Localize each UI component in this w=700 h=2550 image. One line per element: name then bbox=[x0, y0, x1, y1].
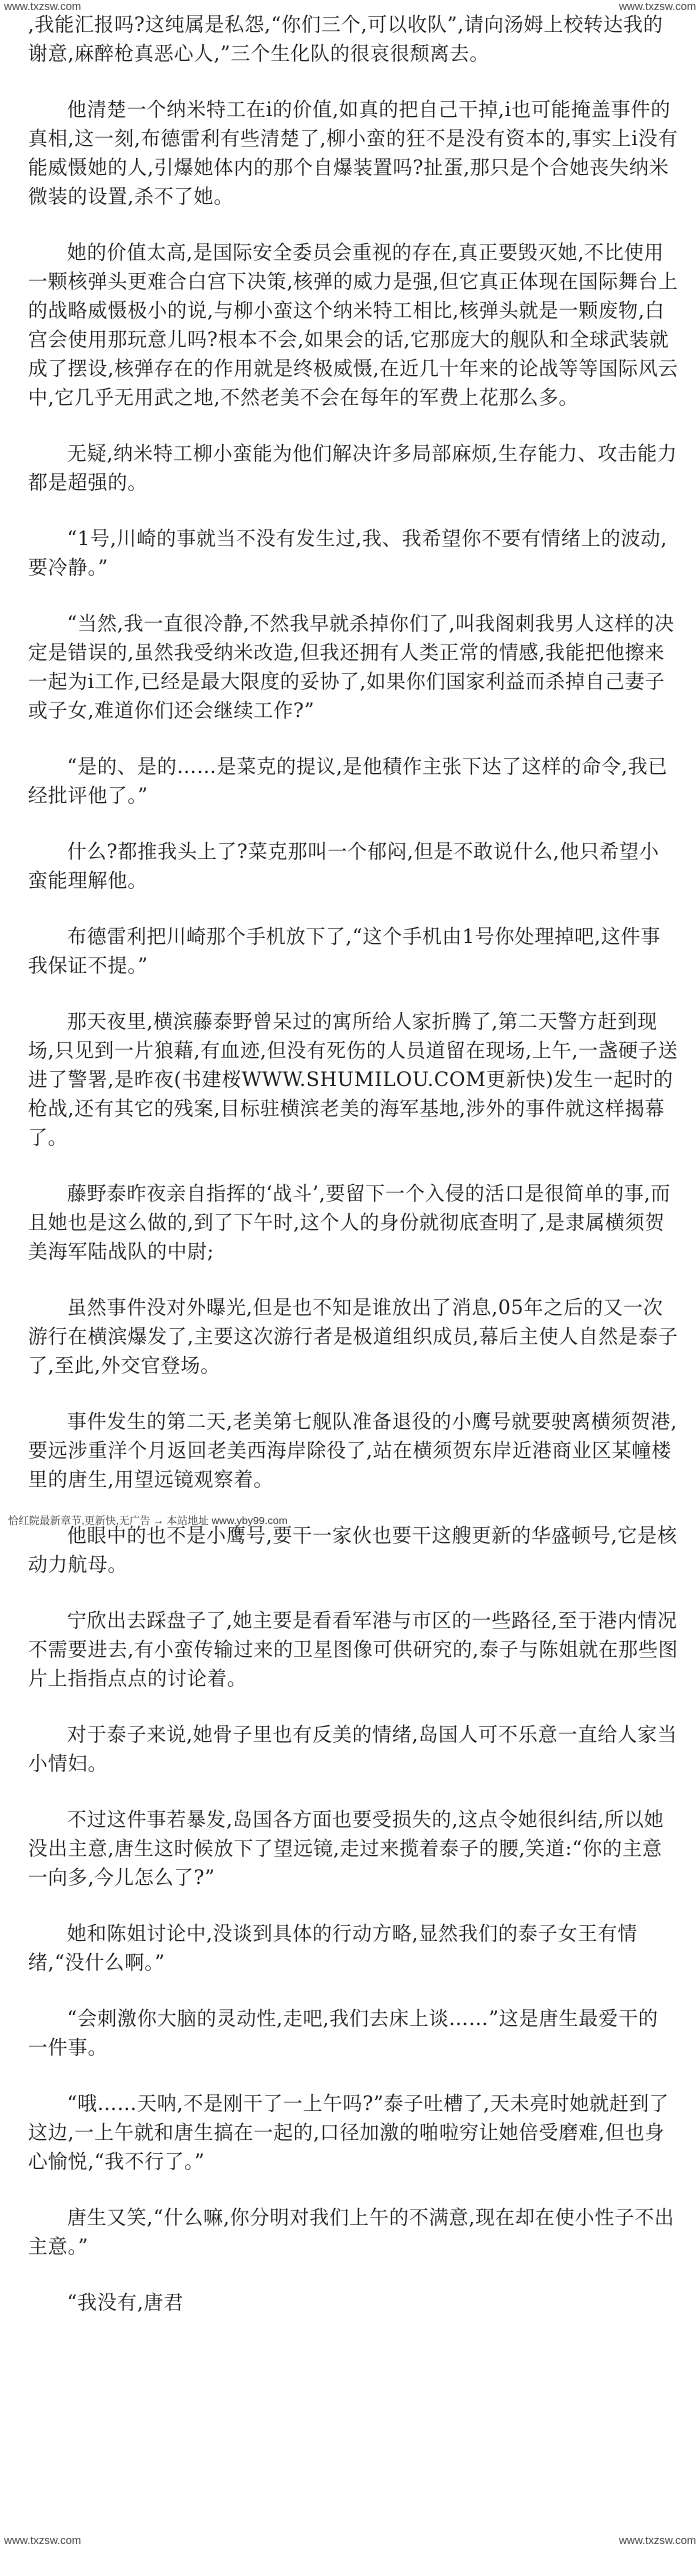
top-watermark-left: www.txzsw.com bbox=[4, 1, 82, 13]
paragraph-7: “是的、是的……是菜克的提议,是他積作主张下达了这样的命令,我已经批评他了。” bbox=[28, 755, 668, 807]
paragraph-6: “当然,我一直很冷静,不然我早就杀掉你们了,叫我阁刺我男人这样的决定是错误的,虽然我受纳米改造,但我还拥有人类正常的情感,我能把他擦来一起为i工作,已经是最大限度的妥协了,如果你们国家利益而杀掉自己妻子或子女,难道你们还会继续工作?” bbox=[28, 612, 675, 722]
paragraph-8: 什么?都推我头上了?菜克那叫一个郁闷,但是不敢说什么,他只希望小蛮能理解他。 bbox=[28, 840, 660, 892]
site-ad-line[interactable]: 恰红院最新章节,更新快,无广告 → 本站地址 www.yby99.com bbox=[8, 1515, 288, 1527]
paragraph-13: 事件发生的第二天,老美第七舰队准备退役的小鹰号就要驶离横须贺港,要远涉重洋个月返回老美西海岸除役了,站在横须贺东岸近港商业区某幢楼里的唐生,用望远镜观察着。 bbox=[28, 1410, 678, 1491]
paragraph-12: 虽然事件没对外曝光,但是也不知是谁放出了消息,05年之后的又一次游行在横滨爆发了,主要这次游行者是极道组织成员,幕后主使人自然是泰子了,至此,外交官登场。 bbox=[28, 1296, 678, 1377]
paragraph-14: 他眼中的也不是小鹰号,要干一家伙也要干这艘更新的华盛顿号,它是核动力航母。 bbox=[28, 1524, 678, 1576]
paragraph-15: 宁欣出去踩盘子了,她主要是看看军港与市区的一些路径,至于港内情况不需要进去,有小蛮传输过来的卫星图像可供研究的,泰子与陈姐就在那些图片上指指点点的讨论着。 bbox=[28, 1609, 678, 1690]
paragraph-3: 她的价值太高,是国际安全委员会重视的存在,真正要毁灭她,不比使用一颗核弹头更难合白宫下决策,核弹的威力是强,但它真正体现在国际舞台上的战略威慑极小的说,与柳小蛮这个纳米特工相比,核弹头就是一颗废物,白宫会使用那玩意儿吗?根本不会,如果会的话,它那庞大的舰队和全球武装就成了摆设,核弹存在的作用就是终极威慑,在近几十年来的论战等等国际风云中,它几乎无用武之地,不然老美不会在每年的军费上花那么多。 bbox=[28, 241, 678, 409]
paragraph-17: 不过这件事若暴发,岛国各方面也要受损失的,这点令她很纠结,所以她没出主意,唐生这时候放下了望远镜,走过来揽着泰子的腰,笑道:“你的主意一向多,今儿怎么了?” bbox=[28, 1808, 664, 1889]
top-watermark-right: www.txzsw.com bbox=[618, 1, 696, 13]
paragraph-16: 对于泰子来说,她骨子里也有反美的情绪,岛国人可不乐意一直给人家当小情妇。 bbox=[28, 1723, 678, 1775]
paragraph-4: 无疑,纳米特工柳小蛮能为他们解决许多局部麻烦,生存能力、攻击能力都是超强的。 bbox=[28, 442, 678, 494]
paragraph-18: 她和陈姐讨论中,没谈到具体的行动方略,显然我们的泰子女王有情绪,“没什么啊。” bbox=[28, 1922, 638, 1974]
bottom-watermark-left: www.txzsw.com bbox=[4, 2535, 82, 2547]
bottom-watermark-right: www.txzsw.com bbox=[618, 2535, 696, 2547]
paragraph-1: ,我能汇报吗?这纯属是私怨,“你们三个,可以收队”,请向汤姆上校转达我的谢意,麻醉枪真恶心人,”三个生化队的很哀很颓离去。 bbox=[28, 13, 664, 65]
paragraph-19: “会刺激你大脑的灵动性,走吧,我们去床上谈……”这是唐生最爱干的一件事。 bbox=[28, 2007, 659, 2059]
chapter-body bbox=[28, 10, 678, 2344]
paragraph-5: “1号,川崎的事就当不没有发生过,我、我希望你不要有情绪上的波动,要冷静。” bbox=[28, 527, 668, 579]
paragraph-22: “我没有,唐君 bbox=[67, 2291, 184, 2314]
paragraph-21: 唐生又笑,“什么嘛,你分明对我们上午的不满意,现在却在使小性子不出主意。” bbox=[28, 2206, 675, 2258]
bottom-watermark-bar bbox=[0, 2534, 700, 2550]
paragraph-10: 那天夜里,横滨藤泰野曾呆过的寓所给人家折腾了,第二天警方赶到现场,只见到一片狼藉,有血迹,但没有死伤的人员道留在现场,上午,一盏硬子送进了警署,是昨夜(书建桜WWW.SHUMILOU.COM更新快)发生一起时的枪战,还有其它的残案,目标驻横滨老美的海军基地,涉外的事件就这样揭幕了。 bbox=[28, 1010, 678, 1149]
paragraph-20: “哦……天呐,不是刚干了一上午吗?”泰子吐槽了,天未亮时她就赶到了这边,一上午就和唐生搞在一起的,口径加激的啪啦穷让她倍受磨难,但也身心愉悦,“我不行了。” bbox=[28, 2092, 669, 2173]
paragraph-11: 藤野泰昨夜亲自指挥的‘战斗’,要留下一个入侵的活口是很简单的事,而且她也是这么做的,到了下午时,这个人的身份就彻底查明了,是隶属横须贺美海军陆战队的中尉; bbox=[28, 1182, 671, 1263]
paragraph-2: 他清楚一个纳米特工在i的价值,如真的把自己干掉,i也可能掩盖事件的真相,这一刻,布德雷利有些清楚了,柳小蛮的狂不是没有资本的,事实上i没有能威慑她的人,引爆她体内的那个自爆装置吗?扯蛋,那只是个合她丧失纳米微装的设置,杀不了她。 bbox=[28, 98, 678, 208]
paragraph-9: 布德雷利把川崎那个手机放下了,“这个手机由1号你处理掉吧,这件事我保证不提。” bbox=[28, 925, 661, 977]
